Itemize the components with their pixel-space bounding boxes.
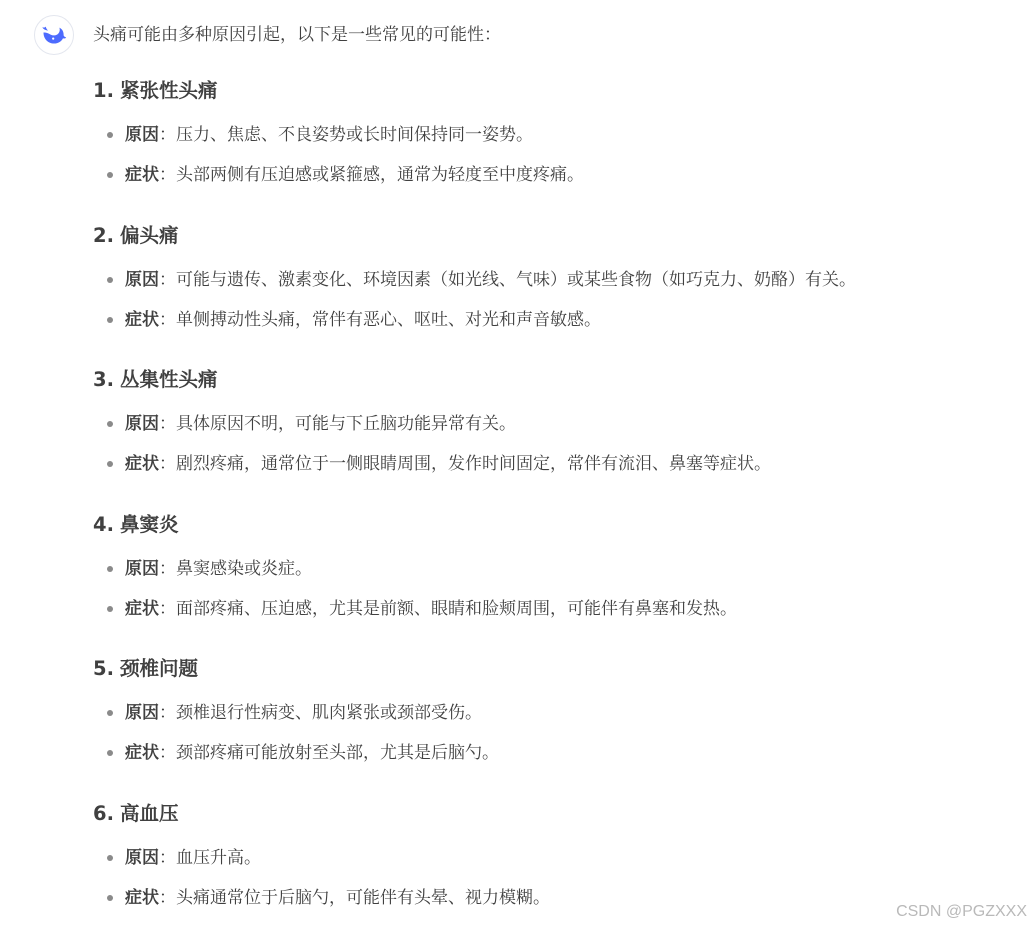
cause-label: 原因 — [125, 703, 159, 723]
bullet-dot — [107, 172, 113, 178]
symptom-text: ：单侧搏动性头痛，常伴有恶心、呕吐、对光和声音敏感。 — [159, 310, 601, 330]
list-item-cause — [93, 409, 993, 439]
list-item-symptom — [93, 883, 993, 913]
section-sinusitis — [93, 510, 993, 624]
assistant-avatar — [34, 15, 74, 55]
section-number: 3. — [93, 368, 114, 391]
bullet-dot — [107, 566, 113, 572]
section-heading — [93, 221, 993, 251]
list-item-cause — [93, 265, 993, 295]
section-title-text: 鼻窦炎 — [119, 513, 179, 536]
section-number: 2. — [93, 224, 114, 247]
bullet-list — [93, 843, 993, 913]
section-number: 1. — [93, 79, 114, 102]
bullet-dot — [107, 855, 113, 861]
symptom-label: 症状 — [125, 310, 159, 330]
section-heading — [93, 799, 993, 829]
symptom-label: 症状 — [125, 743, 159, 763]
section-number: 6. — [93, 802, 114, 825]
section-hypertension — [93, 799, 993, 913]
cause-label: 原因 — [125, 125, 159, 145]
symptom-text: ：颈部疼痛可能放射至头部，尤其是后脑勺。 — [159, 743, 499, 763]
bullet-dot — [107, 317, 113, 323]
bullet-dot — [107, 277, 113, 283]
section-migraine — [93, 221, 993, 335]
section-title-text: 颈椎问题 — [119, 657, 198, 680]
section-heading — [93, 365, 993, 395]
bullet-dot — [107, 710, 113, 716]
intro-text: 头痛可能由多种原因引起，以下是一些常见的可能性： — [93, 25, 501, 45]
section-title-text: 紧张性头痛 — [119, 79, 218, 102]
symptom-text: ：面部疼痛、压迫感，尤其是前额、眼睛和脸颊周围，可能伴有鼻塞和发热。 — [159, 599, 737, 619]
bullet-list — [93, 698, 993, 768]
deepseek-whale-icon — [41, 24, 67, 46]
bullet-list — [93, 409, 993, 479]
symptom-text: ：剧烈疼痛，通常位于一侧眼睛周围，发作时间固定，常伴有流泪、鼻塞等症状。 — [159, 454, 771, 474]
cause-text: ：鼻窦感染或炎症。 — [159, 559, 312, 579]
section-heading — [93, 510, 993, 540]
list-item-cause — [93, 698, 993, 728]
section-heading — [93, 654, 993, 684]
symptom-label: 症状 — [125, 454, 159, 474]
symptom-label: 症状 — [125, 888, 159, 908]
section-number: 5. — [93, 657, 114, 680]
bullet-dot — [107, 421, 113, 427]
cause-text: ：可能与遗传、激素变化、环境因素（如光线、气味）或某些食物（如巧克力、奶酪）有关。 — [159, 270, 856, 290]
bullet-list — [93, 265, 993, 335]
bullet-dot — [107, 750, 113, 756]
bullet-dot — [107, 895, 113, 901]
section-cervical-spine — [93, 654, 993, 768]
cause-label: 原因 — [125, 270, 159, 290]
list-item-symptom — [93, 160, 993, 190]
cause-label: 原因 — [125, 414, 159, 434]
list-item-cause — [93, 554, 993, 584]
cause-text: ：具体原因不明，可能与下丘脑功能异常有关。 — [159, 414, 516, 434]
watermark: CSDN @PGZXXX — [896, 903, 1027, 920]
cause-text: ：压力、焦虑、不良姿势或长时间保持同一姿势。 — [159, 125, 533, 145]
section-title-text: 偏头痛 — [119, 224, 179, 247]
section-number: 4. — [93, 513, 114, 536]
bullet-dot — [107, 132, 113, 138]
symptom-label: 症状 — [125, 599, 159, 619]
cause-text: ：颈椎退行性病变、肌肉紧张或颈部受伤。 — [159, 703, 482, 723]
cause-text: ：血压升高。 — [159, 848, 261, 868]
list-item-symptom — [93, 594, 993, 624]
list-item-cause — [93, 120, 993, 150]
list-item-cause — [93, 843, 993, 873]
section-tension-headache — [93, 76, 993, 190]
bullet-dot — [107, 461, 113, 467]
symptom-text: ：头部两侧有压迫感或紧箍感，通常为轻度至中度疼痛。 — [159, 165, 584, 185]
symptom-text: ：头痛通常位于后脑勺，可能伴有头晕、视力模糊。 — [159, 888, 550, 908]
cause-label: 原因 — [125, 848, 159, 868]
bullet-dot — [107, 606, 113, 612]
section-cluster-headache — [93, 365, 993, 479]
section-title-text: 丛集性头痛 — [119, 368, 218, 391]
cause-label: 原因 — [125, 559, 159, 579]
list-item-symptom — [93, 449, 993, 479]
section-title-text: 高血压 — [119, 802, 179, 825]
list-item-symptom — [93, 738, 993, 768]
bullet-list — [93, 554, 993, 624]
symptom-label: 症状 — [125, 165, 159, 185]
assistant-message — [93, 20, 993, 908]
bullet-list — [93, 120, 993, 190]
section-heading — [93, 76, 993, 106]
list-item-symptom — [93, 305, 993, 335]
